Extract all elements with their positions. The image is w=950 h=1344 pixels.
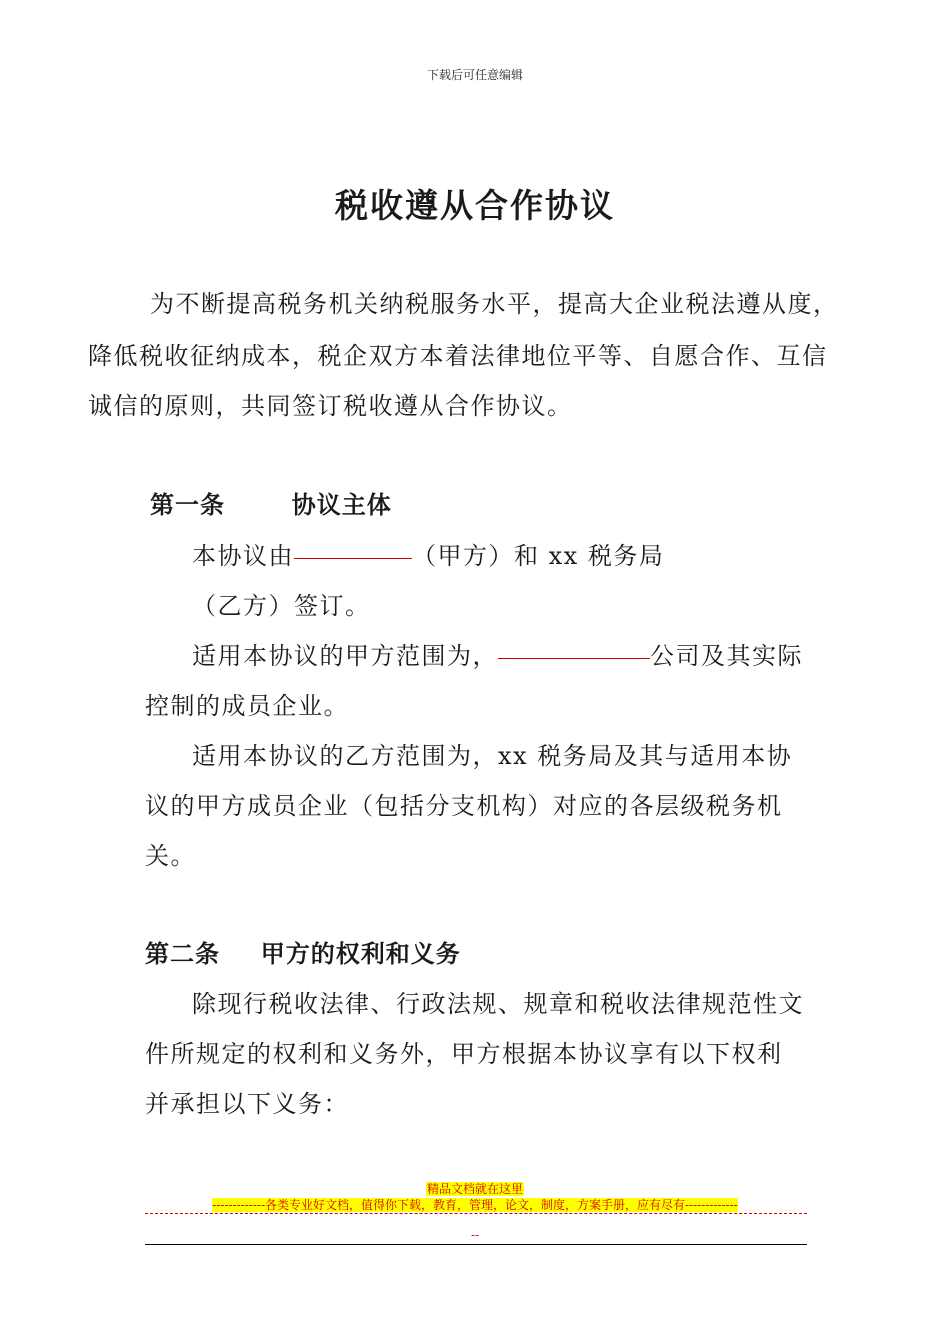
- article-1-p2-line-1: 适用本协议的甲方范围为， 公司及其实际: [192, 642, 803, 670]
- party-a-blank: [294, 558, 412, 559]
- header-note: 下载后可任意编辑: [426, 68, 523, 82]
- footer-solid-rule: [145, 1244, 807, 1245]
- article-1-p1-line-2: （乙方）签订。: [192, 592, 371, 620]
- article-1-heading: [150, 485, 392, 520]
- article-1-p1-line-1: 本协议由 （甲方）和 xx 税务局: [192, 542, 665, 570]
- article-2-number: 第二条: [145, 940, 220, 968]
- intro-line-2: 降低税收征纳成本，税企双方本着法律地位平等、自愿合作、互信: [88, 342, 828, 370]
- article-1-number: 第一条: [150, 491, 225, 519]
- intro-line-1: 为不断提高税务机关纳税服务水平，提高大企业税法遵从度，: [150, 290, 839, 318]
- article-1-title: 协议主体: [291, 491, 392, 519]
- footer-dashed-rule: [145, 1213, 807, 1214]
- article-1-p3-line-3: 关。: [145, 842, 196, 870]
- article-2-title: 甲方的权利和义务: [260, 940, 461, 968]
- article-2-p1-line-3: 并承担以下义务：: [145, 1090, 349, 1118]
- footer-banner-text: -------------各类专业好文档，值得你下载，教育，管理，论文，制度，方案手册，应有尽有-------------: [212, 1198, 738, 1212]
- article-1-p2-line-2: 控制的成员企业。: [145, 692, 349, 720]
- footer-dash-tail: --: [470, 1228, 480, 1242]
- article-2-heading: [145, 934, 461, 969]
- article-1-p3-line-1: 适用本协议的乙方范围为，xx 税务局及其与适用本协: [192, 742, 793, 770]
- article-2-p1-line-1: 除现行税收法律、行政法规、规章和税收法律规范性文: [192, 990, 804, 1018]
- article-1-p3-line-2: 议的甲方成员企业（包括分支机构）对应的各层级税务机: [145, 792, 783, 820]
- company-blank: [498, 658, 650, 659]
- article-2-p1-line-2: 件所规定的权利和义务外，甲方根据本协议享有以下权利: [145, 1040, 783, 1068]
- footer-banner-title: 精品文档就在这里: [426, 1182, 523, 1196]
- document-title: 税收遵从合作协议: [335, 186, 615, 225]
- intro-line-3: 诚信的原则，共同签订税收遵从合作协议。: [88, 392, 573, 420]
